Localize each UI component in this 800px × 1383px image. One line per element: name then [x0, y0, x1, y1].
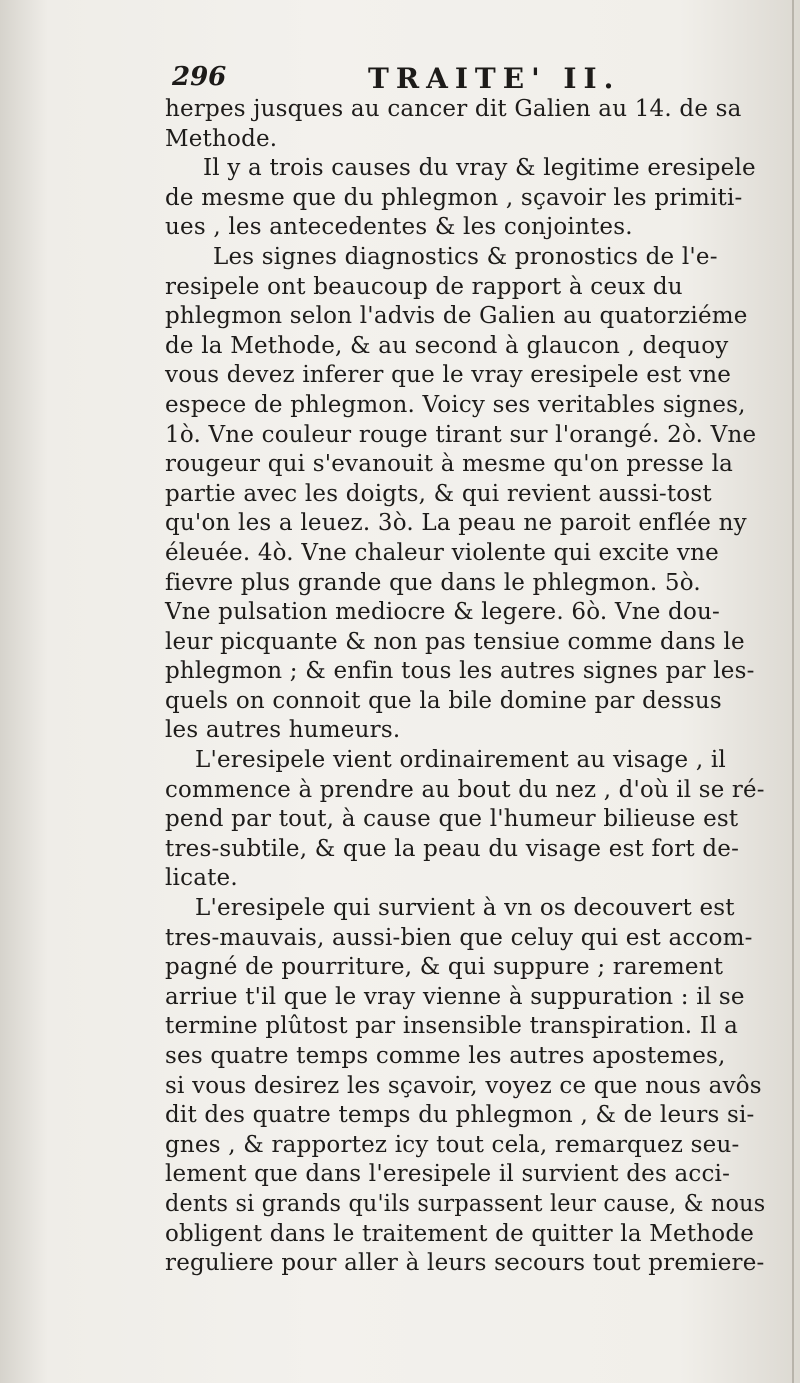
text-line: herpes jusques au cancer dit Galien au 14. de sa — [165, 96, 742, 122]
page-header — [172, 62, 762, 95]
text-line: dents si grands qu'ils surpassent leur cause, & nous — [165, 1190, 766, 1217]
text-line: de la Methode, & au second à glaucon , dequoy — [165, 332, 729, 359]
text-line: phlegmon ; & enfin tous les autres signes par les- — [165, 658, 755, 685]
text-line: vous devez inferer que le vray eresipele est vne — [165, 362, 732, 389]
text-line: Methode. — [165, 125, 278, 152]
text-line: rougeur qui s'evanouit à mesme qu'on presse la — [165, 451, 734, 478]
text-line: de mesme que du phlegmon , sçavoir les primiti- — [165, 184, 743, 211]
text-line: lement que dans l'eresipele il survient des acci- — [165, 1161, 731, 1188]
text-line: éleuée. 4ò. Vne chaleur violente qui excite vne — [165, 539, 719, 566]
text-line: fievre plus grande que dans le phlegmon. 5ò. — [165, 569, 701, 596]
text-line: resipele ont beaucoup de rapport à ceux du — [165, 273, 683, 300]
text-line: les autres humeurs. — [165, 717, 401, 744]
text-line: dit des quatre temps du phlegmon , & de leurs si- — [165, 1102, 755, 1129]
page-edge — [792, 0, 794, 1383]
text-line: commence à prendre au bout du nez , d'où il se ré- — [165, 776, 765, 803]
text-line: termine plûtost par insensible transpiration. Il a — [165, 1013, 739, 1040]
text-line: quels on connoit que la bile domine par dessus — [165, 687, 722, 714]
text-line: Vne pulsation mediocre & legere. 6ò. Vne dou- — [165, 599, 720, 626]
text-line: L'eresipele vient ordinairement au visage , il — [195, 747, 726, 774]
text-line: gnes , & rapportez icy tout cela, remarquez seu- — [165, 1131, 740, 1158]
text-line: Il y a trois causes du vray & legitime eresipele — [203, 155, 756, 182]
text-line: pagné de pourriture, & qui suppure ; rarement — [165, 954, 724, 981]
text-line: ues , les antecedentes & les conjointes. — [165, 214, 633, 241]
text-line: phlegmon selon l'advis de Galien au quatorziéme — [165, 303, 748, 330]
text-line: si vous desirez les sçavoir, voyez ce que nous avôs — [165, 1072, 762, 1099]
text-line: pend par tout, à cause que l'humeur bilieuse est — [165, 806, 739, 833]
text-line: qu'on les a leuez. 3ò. La peau ne paroit enflée ny — [165, 510, 747, 537]
body-text — [165, 95, 765, 1279]
text-line: leur picquante & non pas tensiue comme dans le — [165, 628, 745, 655]
text-line: ses quatre temps comme les autres apostemes, — [165, 1043, 726, 1069]
text-line: licate. — [165, 865, 238, 892]
text-line: tres-mauvais, aussi-bien que celuy qui est accom- — [165, 924, 753, 951]
text-line: reguliere pour aller à leurs secours tout premiere- — [165, 1250, 765, 1277]
text-line: obligent dans le traitement de quitter la Methode — [165, 1220, 755, 1247]
text-line: 1ò. Vne couleur rouge tirant sur l'orangé. 2ò. Vne — [165, 421, 757, 448]
text-line: espece de phlegmon. Voicy ses veritables signes, — [165, 391, 746, 418]
running-title: TRAITE' II. — [368, 62, 621, 95]
text-line: tres-subtile, & que la peau du visage est fort de- — [165, 835, 740, 862]
text-line: L'eresipele qui survient à vn os decouvert est — [195, 895, 735, 922]
text-line: arriue t'il que le vray vienne à suppuration : il se — [165, 983, 745, 1010]
text-line: partie avec les doigts, & qui revient aussi-tost — [165, 480, 712, 507]
page-number: 296 — [172, 62, 227, 92]
text-line: Les signes diagnostics & pronostics de l'e- — [213, 243, 718, 270]
